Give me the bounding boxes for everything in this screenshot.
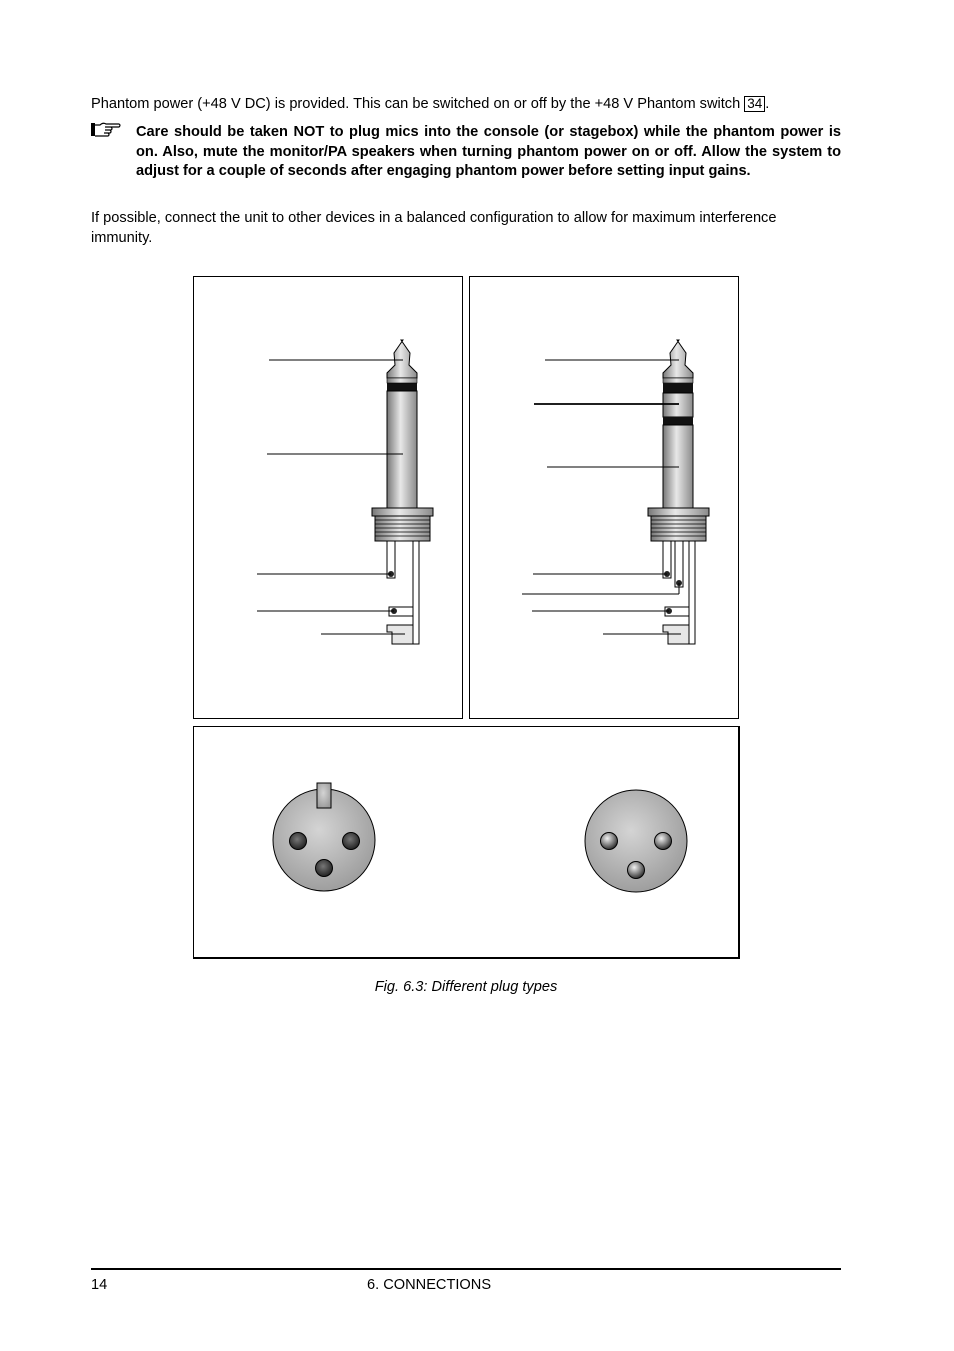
figure-caption: Fig. 6.3: Different plug types	[374, 979, 558, 995]
mono-jack-plug-icon	[194, 277, 462, 718]
phantom-power-text: Phantom power (+48 V DC) is provided. This can be switched on or off by the +48 V Phantom switch	[91, 96, 741, 112]
mono-jack-plug-panel	[193, 276, 463, 719]
footer-divider	[91, 1268, 841, 1270]
phantom-power-paragraph	[91, 95, 841, 115]
stereo-jack-plug-panel	[469, 276, 739, 719]
switch-reference-suffix: .	[765, 96, 770, 112]
balanced-configuration-paragraph: If possible, connect the unit to other devices in a balanced configuration to allow for maximum interference immunity.	[91, 210, 777, 246]
page-number: 14	[91, 1277, 108, 1293]
switch-reference-box: 34	[744, 96, 765, 112]
stereo-jack-plug-icon	[470, 277, 738, 718]
xlr-connector-icon	[194, 727, 738, 957]
pointing-hand-icon	[90, 121, 122, 139]
chapter-title: 6. CONNECTIONS	[367, 1277, 492, 1293]
phantom-power-warning: Care should be taken NOT to plug mics into the console (or stagebox) while the phantom power is on. Also, mute the monitor/PA speakers when turning phantom power on or off. Allow the system to adjust for a couple of seconds after engaging phantom power before setting input gains.	[136, 124, 841, 179]
xlr-connectors-panel	[193, 726, 740, 959]
